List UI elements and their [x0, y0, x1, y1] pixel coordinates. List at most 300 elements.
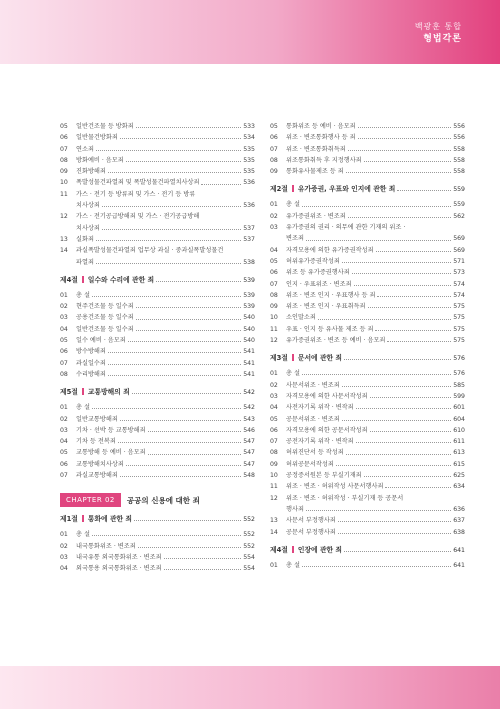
dot-leader	[148, 431, 242, 432]
dot-leader	[348, 217, 451, 218]
entry-title: 유가증권위조 · 변조 등 예비 · 음모죄	[286, 337, 386, 345]
entry-title: 일반물건방화죄	[76, 134, 118, 142]
toc-entry[interactable]	[270, 279, 465, 290]
toc-entry[interactable]	[60, 121, 255, 132]
entry-number: 01	[60, 404, 68, 412]
page-number: 638	[453, 528, 465, 536]
dot-leader	[302, 206, 451, 207]
entry-title: 변조죄	[286, 235, 304, 243]
toc-entry[interactable]	[60, 177, 255, 188]
chapter-heading[interactable]	[60, 493, 255, 507]
entry-title: 우표 · 인지 등 유사물 제조 등 죄	[286, 325, 374, 333]
dot-leader	[377, 296, 451, 297]
page-number: 534	[243, 134, 255, 142]
entry-number: 12	[60, 213, 68, 221]
entry-number: 07	[270, 438, 278, 446]
dot-leader	[354, 285, 452, 286]
entry-number: 12	[270, 337, 278, 345]
entry-number: 04	[60, 565, 68, 573]
page-number: 559	[453, 201, 465, 209]
entry-number: 06	[270, 269, 278, 277]
header-band	[0, 0, 500, 64]
toc-entry[interactable]	[270, 459, 465, 470]
page-number: 540	[243, 325, 255, 333]
entry-number: 04	[270, 246, 278, 254]
page-number: 547	[243, 460, 255, 468]
dot-leader	[108, 352, 241, 353]
entry-title: 유가증권의 권리 · 의무에 관한 기재의 위조 ·	[286, 224, 406, 232]
toc-entry[interactable]	[60, 563, 255, 574]
footer-band	[0, 666, 500, 709]
toc-entry[interactable]	[60, 312, 255, 323]
toc-entry[interactable]	[60, 459, 255, 470]
toc-entry[interactable]	[270, 414, 465, 425]
section-heading[interactable]	[60, 274, 255, 287]
entry-number: 09	[60, 168, 68, 176]
dot-leader	[302, 374, 451, 375]
toc-entry[interactable]	[60, 144, 255, 155]
entry-title: 총 설	[286, 561, 300, 569]
toc-entry[interactable]	[270, 211, 465, 222]
section-number: 제5절	[60, 388, 78, 397]
dot-leader	[302, 566, 451, 567]
entry-title: 과실교통방해죄	[76, 472, 118, 480]
entry-number: 06	[270, 134, 278, 142]
dot-leader	[102, 229, 241, 230]
toc-entry[interactable]	[60, 335, 255, 346]
dot-leader	[92, 408, 241, 409]
dot-leader	[108, 375, 241, 376]
toc-entry[interactable]	[60, 402, 255, 413]
toc-entry[interactable]	[270, 515, 465, 526]
toc-entry[interactable]	[270, 312, 465, 323]
entry-number: 06	[60, 348, 68, 356]
dot-leader	[136, 319, 241, 320]
toc-entry[interactable]	[270, 245, 465, 256]
toc-entry[interactable]	[270, 527, 465, 538]
toc-entry[interactable]	[60, 436, 255, 447]
entry-number: 11	[270, 483, 278, 491]
page-number: 547	[243, 438, 255, 446]
dot-leader	[136, 330, 241, 331]
page-number: 571	[453, 257, 465, 265]
entry-number: 02	[60, 303, 68, 311]
entry-number: 03	[270, 224, 278, 232]
dot-leader	[344, 551, 451, 552]
dot-leader	[92, 296, 241, 297]
page-number: 542	[243, 404, 255, 412]
entry-title: 일반건조물 등 일수죄	[76, 325, 134, 333]
entry-title: 치사상죄	[76, 202, 100, 210]
dot-leader	[96, 150, 241, 151]
page-number: 541	[243, 370, 255, 378]
entry-number: 07	[270, 145, 278, 153]
chapter-badge: CHAPTER 02	[60, 493, 121, 507]
toc-entry[interactable]	[270, 222, 465, 233]
entry-title: 일반교통방해죄	[76, 415, 118, 423]
entry-number: 11	[60, 190, 68, 198]
toc-entry[interactable]	[270, 166, 465, 177]
entry-title: 총 설	[76, 291, 90, 299]
page-number: 536	[243, 179, 255, 187]
section-marker	[292, 354, 294, 361]
toc-entry[interactable]	[270, 391, 465, 402]
toc-entry[interactable]	[270, 481, 465, 492]
dot-leader	[356, 442, 452, 443]
toc-entry[interactable]	[60, 369, 255, 380]
entry-title: 자격모용에 의한 사문서작성죄	[286, 392, 368, 400]
dot-leader	[387, 341, 451, 342]
section-title: 교통방해의 죄	[87, 388, 130, 397]
page-number: 546	[243, 426, 255, 434]
toc-entry[interactable]	[270, 290, 465, 301]
toc-entry[interactable]	[270, 132, 465, 143]
entry-number: 03	[60, 553, 68, 561]
dot-leader	[397, 190, 451, 191]
entry-number: 09	[270, 168, 278, 176]
page-number: 535	[243, 168, 255, 176]
entry-number: 03	[60, 314, 68, 322]
entry-number: 01	[270, 561, 278, 569]
toc-entry[interactable]	[270, 493, 465, 504]
toc-entry[interactable]	[270, 256, 465, 267]
dot-leader	[376, 251, 452, 252]
page-number: 556	[453, 134, 465, 142]
entry-title: 공문서 부정행사죄	[286, 528, 336, 536]
entry-number: 07	[60, 472, 68, 480]
page-number: 540	[243, 337, 255, 345]
dot-leader	[136, 127, 241, 128]
entry-title: 위조 등 유가증권행사죄	[286, 269, 350, 277]
dot-leader	[156, 281, 241, 282]
dot-leader	[120, 476, 241, 477]
dot-leader	[126, 161, 241, 162]
entry-title: 공문서위조 · 변조죄	[286, 415, 340, 423]
toc-entry[interactable]	[270, 560, 465, 571]
toc-entry[interactable]	[270, 301, 465, 312]
toc-entry[interactable]	[60, 447, 255, 458]
entry-number: 10	[60, 179, 68, 187]
page-number: 611	[453, 438, 465, 446]
toc-right-column	[270, 121, 465, 571]
toc-entry[interactable]	[60, 425, 255, 436]
page-number: 613	[453, 449, 465, 457]
entry-title: 위조 · 변조 인지 · 우표행사 등 죄	[286, 291, 376, 299]
section-marker	[292, 546, 294, 553]
entry-title: 공용건조물 등 일수죄	[76, 314, 134, 322]
entry-title: 허위공문서작성죄	[286, 460, 334, 468]
toc-entry[interactable]	[270, 233, 465, 244]
dot-leader	[138, 547, 241, 548]
section-marker	[82, 276, 84, 283]
toc-entry[interactable]	[270, 436, 465, 447]
page-number: 558	[453, 145, 465, 153]
entry-number: 04	[270, 404, 278, 412]
entry-title: 위조 · 변조 · 허위작성 · 부실기재 등 공문서	[286, 494, 404, 502]
entry-number: 01	[60, 291, 68, 299]
toc-entry[interactable]	[60, 470, 255, 481]
section-number: 제3절	[270, 354, 288, 363]
dot-leader	[338, 533, 451, 534]
toc-entry[interactable]	[270, 121, 465, 132]
toc-entry[interactable]	[270, 267, 465, 278]
entry-title: 공정증서원본 등 부실기재죄	[286, 472, 362, 480]
entry-title: 총 설	[76, 531, 90, 539]
entry-title: 총 설	[76, 404, 90, 412]
dot-leader	[120, 138, 241, 139]
page-number: 552	[243, 542, 255, 550]
entry-number: 02	[270, 212, 278, 220]
entry-title: 외국통용 외국통화위조 · 변조죄	[76, 565, 162, 573]
entry-number: 04	[60, 325, 68, 333]
page-number: 542	[243, 389, 255, 397]
entry-number: 06	[60, 460, 68, 468]
toc-entry[interactable]	[270, 425, 465, 436]
entry-title: 연소죄	[76, 145, 94, 153]
entry-title: 내국통화위조 · 변조죄	[76, 542, 136, 550]
toc-entry[interactable]	[60, 257, 255, 268]
entry-title: 현주건조물 등 일수죄	[76, 303, 134, 311]
entry-number: 03	[60, 426, 68, 434]
dot-leader	[370, 431, 452, 432]
entry-number: 09	[270, 303, 278, 311]
page-number: 601	[453, 404, 465, 412]
entry-number: 07	[60, 145, 68, 153]
dot-leader	[346, 454, 451, 455]
page-number: 537	[243, 235, 255, 243]
dot-leader	[356, 408, 452, 409]
page-number: 604	[453, 415, 465, 423]
entry-number: 06	[270, 426, 278, 434]
section-heading[interactable]	[60, 513, 255, 526]
toc-entry[interactable]	[270, 324, 465, 335]
toc-entry[interactable]	[60, 346, 255, 357]
page-number: 558	[453, 156, 465, 164]
page-number: 552	[243, 531, 255, 539]
page-number: 543	[243, 415, 255, 423]
page-number: 637	[453, 517, 465, 525]
entry-number: 13	[60, 235, 68, 243]
entry-title: 치사상죄	[76, 224, 100, 232]
section-heading[interactable]	[270, 544, 465, 557]
dot-leader	[108, 172, 241, 173]
dot-leader	[108, 364, 241, 365]
toc-entry[interactable]	[60, 290, 255, 301]
page-number: 538	[243, 258, 255, 266]
toc-entry[interactable]	[60, 234, 255, 245]
dot-leader	[364, 161, 452, 162]
toc-entry[interactable]	[60, 132, 255, 143]
toc-entry[interactable]	[270, 470, 465, 481]
page-number: 556	[453, 123, 465, 130]
dot-leader	[344, 359, 451, 360]
entry-title: 기차 · 선박 등 교통방해죄	[76, 426, 146, 434]
toc-entry[interactable]	[60, 155, 255, 166]
page-number: 548	[243, 472, 255, 480]
entry-number: 10	[270, 314, 278, 322]
entry-title: 위조통화취득 후 지정행사죄	[286, 156, 362, 164]
entry-number: 08	[270, 291, 278, 299]
page-number: 533	[243, 123, 255, 130]
page-number: 541	[243, 359, 255, 367]
toc-entry[interactable]	[270, 199, 465, 210]
page-number: 539	[243, 303, 255, 311]
dot-leader	[306, 240, 451, 241]
dot-leader	[132, 393, 242, 394]
toc-entry[interactable]	[270, 380, 465, 391]
dot-leader	[348, 150, 451, 151]
page-number: 547	[243, 449, 255, 457]
toc-entry[interactable]	[60, 324, 255, 335]
entry-number: 05	[60, 449, 68, 457]
entry-title: 통화유사물제조 등 죄	[286, 168, 344, 176]
section-marker	[82, 388, 84, 395]
entry-title: 기차 등 전복죄	[76, 438, 116, 446]
toc-entry[interactable]	[60, 223, 255, 234]
entry-number: 09	[270, 460, 278, 468]
page-number: 539	[243, 291, 255, 299]
entry-title: 과실폭발성물건파열죄 업무상 과실 · 중과실폭발성물건	[76, 247, 224, 255]
page-number: 575	[453, 337, 465, 345]
toc-entry[interactable]	[270, 368, 465, 379]
dot-leader	[96, 263, 241, 264]
entry-number: 01	[270, 201, 278, 209]
toc-entry[interactable]	[270, 335, 465, 346]
toc-entry[interactable]	[60, 245, 255, 256]
section-heading[interactable]	[60, 386, 255, 399]
dot-leader	[126, 465, 241, 466]
entry-title: 가스 · 전기 등 방류죄 및 가스 · 전기 등 방류	[76, 190, 196, 198]
dot-leader	[201, 184, 241, 185]
entry-number: 06	[60, 134, 68, 142]
dot-leader	[370, 397, 452, 398]
book-series: 백광훈 통합	[414, 22, 462, 31]
entry-title: 허위유가증권작성죄	[286, 257, 340, 265]
entry-number: 05	[60, 337, 68, 345]
entry-title: 행사죄	[286, 505, 304, 513]
page-number: 569	[453, 235, 465, 243]
entry-number: 12	[270, 494, 278, 502]
entry-title: 사전자기록 위작 · 변작죄	[286, 404, 354, 412]
toc-entry[interactable]	[60, 301, 255, 312]
dot-leader	[346, 172, 451, 173]
entry-title: 위조 · 변조 인지 · 우표취득죄	[286, 303, 366, 311]
entry-number: 13	[270, 517, 278, 525]
entry-number: 03	[270, 392, 278, 400]
entry-title: 수리방해죄	[76, 370, 106, 378]
dot-leader	[364, 476, 452, 477]
toc-entry[interactable]	[60, 358, 255, 369]
toc-entry[interactable]	[60, 189, 255, 200]
dot-leader	[164, 558, 242, 559]
page-number: 636	[453, 505, 465, 513]
toc-entry[interactable]	[60, 200, 255, 211]
book-subject: 형법각론	[423, 34, 462, 44]
page-number: 562	[453, 212, 465, 220]
toc-entry[interactable]	[60, 211, 255, 222]
book-title	[415, 20, 462, 46]
section-heading[interactable]	[270, 183, 465, 196]
entry-number: 07	[270, 280, 278, 288]
toc-entry[interactable]	[270, 144, 465, 155]
page-number: 615	[453, 460, 465, 468]
entry-title: 자격모용에 의한 유가증권작성죄	[286, 246, 374, 254]
page-number: 558	[453, 168, 465, 176]
dot-leader	[358, 138, 452, 139]
section-marker	[82, 515, 84, 522]
toc-entry[interactable]	[270, 447, 465, 458]
entry-number: 01	[60, 531, 68, 539]
page-number: 569	[453, 246, 465, 254]
page-number: 575	[453, 303, 465, 311]
section-heading[interactable]	[270, 352, 465, 365]
page-number: 539	[243, 276, 255, 284]
page-number: 540	[243, 314, 255, 322]
entry-title: 폭발성물건파열죄 및 폭발성물건파열치사상죄	[76, 179, 200, 187]
page-number: 537	[243, 224, 255, 232]
toc-entry[interactable]	[60, 529, 255, 540]
entry-title: 실화죄	[76, 235, 94, 243]
entry-number: 07	[60, 359, 68, 367]
entry-title: 진화방해죄	[76, 168, 106, 176]
toc-entry[interactable]	[60, 166, 255, 177]
section-title: 유가증권, 우표와 인지에 관한 죄	[297, 185, 396, 194]
entry-number: 05	[270, 415, 278, 423]
entry-title: 내국유통 외국통화위조 · 변조죄	[76, 553, 162, 561]
toc-entry[interactable]	[270, 402, 465, 413]
entry-title: 방화예비 · 음모죄	[76, 156, 124, 164]
toc-entry[interactable]	[270, 504, 465, 515]
dot-leader	[385, 487, 451, 488]
entry-title: 통화위조 등 예비 · 음모죄	[286, 123, 356, 130]
entry-number: 01	[270, 370, 278, 378]
entry-title: 위조 · 변조통화행사 등 죄	[286, 134, 356, 142]
dot-leader	[358, 127, 452, 128]
dot-leader	[120, 420, 241, 421]
page-number: 554	[243, 553, 255, 561]
entry-number: 04	[60, 438, 68, 446]
dot-leader	[342, 262, 451, 263]
toc-entry[interactable]	[270, 155, 465, 166]
entry-title: 총 설	[286, 370, 300, 378]
page-number: 641	[453, 546, 465, 554]
dot-leader	[102, 206, 241, 207]
section-number: 제4절	[270, 545, 288, 554]
entry-number: 08	[60, 156, 68, 164]
toc-entry[interactable]	[60, 552, 255, 563]
dot-leader	[134, 520, 241, 521]
section-marker	[292, 185, 294, 192]
toc-entry[interactable]	[60, 414, 255, 425]
entry-title: 소인말소죄	[286, 314, 316, 322]
page-number: 576	[453, 355, 465, 363]
toc-entry[interactable]	[60, 541, 255, 552]
toc-left-column	[60, 121, 255, 575]
entry-title: 사문서위조 · 변조죄	[286, 381, 340, 389]
entry-number: 05	[270, 123, 278, 130]
dot-leader	[318, 319, 451, 320]
entry-title: 유가증권위조 · 변조죄	[286, 212, 346, 220]
page-number: 541	[243, 348, 255, 356]
entry-title: 자격모용에 의한 공문서작성죄	[286, 426, 368, 434]
entry-title: 위조 · 변조 · 허위작성 사문서행사죄	[286, 483, 384, 491]
dot-leader	[164, 569, 242, 570]
entry-title: 방수방해죄	[76, 348, 106, 356]
dot-leader	[148, 454, 242, 455]
chapter-title: 공공의 신용에 대한 죄	[126, 495, 200, 505]
entry-number: 05	[60, 123, 68, 130]
dot-leader	[306, 510, 451, 511]
